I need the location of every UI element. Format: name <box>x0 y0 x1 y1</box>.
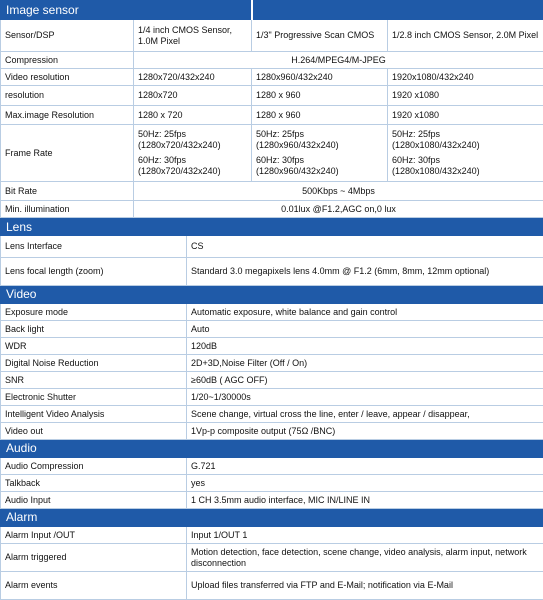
frame-rate-line: (1280x1080/432x240) <box>392 166 480 176</box>
frame-rate-line: (1280x960/432x240) <box>256 140 339 150</box>
row-label: Bit Rate <box>1 182 134 201</box>
row-label: Alarm events <box>1 572 187 600</box>
row-label: Max.image Resolution <box>1 106 134 125</box>
image-sensor-table <box>0 0 543 218</box>
frame-rate-line: 50Hz: 25fps <box>392 129 441 139</box>
row-min-illumination <box>1 201 543 218</box>
cell-value: ≥60dB ( AGC OFF) <box>187 372 543 389</box>
cell-value: 1/4 inch CMOS Sensor, 1.0M Pixel <box>134 20 252 52</box>
cell-value: 1/20~1/30000s <box>187 389 543 406</box>
row-label: SNR <box>1 372 187 389</box>
frame-rate-line: 60Hz: 30fps <box>392 155 441 165</box>
frame-rate-line: (1280x1080/432x240) <box>392 140 480 150</box>
row-talkback <box>1 475 543 492</box>
section-title: Video <box>1 286 543 304</box>
cell-value: 1920x1080/432x240 <box>388 69 543 86</box>
cell-value: 1280 x 960 <box>252 106 388 125</box>
cell-value: Upload files transferred via FTP and E-Mail; notification via E-Mail <box>187 572 543 600</box>
section-header-video <box>1 286 543 304</box>
frame-rate-line: 60Hz: 30fps <box>256 155 305 165</box>
cell-value: Motion detection, face detection, scene change, video analysis, alarm input, network disconnection <box>187 544 543 572</box>
section-header-lens <box>1 219 543 236</box>
cell-value: Scene change, virtual cross the line, enter / leave, appear / disappear, <box>187 406 543 423</box>
row-compression <box>1 52 543 69</box>
section-header-image-sensor <box>1 1 543 20</box>
row-label: Back light <box>1 321 187 338</box>
row-video-out <box>1 423 543 440</box>
row-label: Digital Noise Reduction <box>1 355 187 372</box>
row-frame-rate <box>1 125 543 182</box>
row-wdr <box>1 338 543 355</box>
row-alarm-events <box>1 572 543 600</box>
cell-value: CS <box>187 236 543 258</box>
cell-value: 1280x720 <box>134 86 252 106</box>
cell-value: 1280x720/432x240 <box>134 69 252 86</box>
frame-rate-line: (1280x960/432x240) <box>256 166 339 176</box>
cell-value: 1280x960/432x240 <box>252 69 388 86</box>
cell-value: 1920 x1080 <box>388 106 543 125</box>
row-label: Lens Interface <box>1 236 187 258</box>
cell-value: 2D+3D,Noise Filter (Off / On) <box>187 355 543 372</box>
row-label: Compression <box>1 52 134 69</box>
row-label: Audio Compression <box>1 458 187 475</box>
cell-value: H.264/MPEG4/M-JPEG <box>134 52 543 69</box>
row-exposure <box>1 304 543 321</box>
frame-rate-line: 50Hz: 25fps <box>256 129 305 139</box>
row-label: Lens focal length (zoom) <box>1 258 187 286</box>
cell-value: 500Kbps ~ 4Mbps <box>134 182 543 201</box>
row-analysis <box>1 406 543 423</box>
cell-value: Standard 3.0 megapixels lens 4.0mm @ F1.2 (6mm, 8mm, 12mm optional) <box>187 258 543 286</box>
cell-value: 120dB <box>187 338 543 355</box>
cell-value: 1/2.8 inch CMOS Sensor, 2.0M Pixel <box>388 20 543 52</box>
row-video-resolution <box>1 69 543 86</box>
section-title: Image sensor <box>1 1 252 20</box>
section-header-alarm <box>1 509 543 527</box>
cell-value: 1280 x 720 <box>134 106 252 125</box>
row-label: Talkback <box>1 475 187 492</box>
frame-rate-line: 60Hz: 30fps <box>138 155 187 165</box>
row-snr <box>1 372 543 389</box>
section-title: Alarm <box>1 509 543 527</box>
row-label: resolution <box>1 86 134 106</box>
row-label: WDR <box>1 338 187 355</box>
frame-rate-cell <box>134 125 252 182</box>
row-label: Sensor/DSP <box>1 20 134 52</box>
row-label: Electronic Shutter <box>1 389 187 406</box>
row-audio-input <box>1 492 543 509</box>
cell-value: Automatic exposure, white balance and gain control <box>187 304 543 321</box>
row-bit-rate <box>1 182 543 201</box>
row-resolution <box>1 86 543 106</box>
section-header-audio <box>1 440 543 458</box>
cell-value: 1280 x 960 <box>252 86 388 106</box>
cell-value: Auto <box>187 321 543 338</box>
row-max-resolution <box>1 106 543 125</box>
spec-table <box>0 218 543 600</box>
row-alarm-io <box>1 527 543 544</box>
row-dnr <box>1 355 543 372</box>
row-label: Audio Input <box>1 492 187 509</box>
row-audio-compression <box>1 458 543 475</box>
section-title: Audio <box>1 440 543 458</box>
frame-rate-line: (1280x720/432x240) <box>138 166 221 176</box>
row-label: Intelligent Video Analysis <box>1 406 187 423</box>
row-backlight <box>1 321 543 338</box>
frame-rate-line: 50Hz: 25fps <box>138 129 187 139</box>
cell-value: Input 1/OUT 1 <box>187 527 543 544</box>
cell-value: G.721 <box>187 458 543 475</box>
cell-value: yes <box>187 475 543 492</box>
row-label: Video out <box>1 423 187 440</box>
row-alarm-triggered <box>1 544 543 572</box>
row-label: Alarm Input /OUT <box>1 527 187 544</box>
cell-value: 1Vp-p composite output (75Ω /BNC) <box>187 423 543 440</box>
section-header-filler <box>252 1 543 20</box>
row-sensor <box>1 20 543 52</box>
frame-rate-cell <box>388 125 543 182</box>
frame-rate-cell <box>252 125 388 182</box>
frame-rate-line: (1280x720/432x240) <box>138 140 221 150</box>
row-shutter <box>1 389 543 406</box>
row-label: Video resolution <box>1 69 134 86</box>
row-label: Alarm triggered <box>1 544 187 572</box>
cell-value: 0.01lux @F1.2,AGC on,0 lux <box>134 201 543 218</box>
row-lens-interface <box>1 236 543 258</box>
section-title: Lens <box>1 219 543 236</box>
row-lens-focal <box>1 258 543 286</box>
row-label: Min. illumination <box>1 201 134 218</box>
row-label: Exposure mode <box>1 304 187 321</box>
cell-value: 1 CH 3.5mm audio interface, MIC IN/LINE IN <box>187 492 543 509</box>
cell-value: 1/3" Progressive Scan CMOS <box>252 20 388 52</box>
row-label: Frame Rate <box>1 125 134 182</box>
cell-value: 1920 x1080 <box>388 86 543 106</box>
